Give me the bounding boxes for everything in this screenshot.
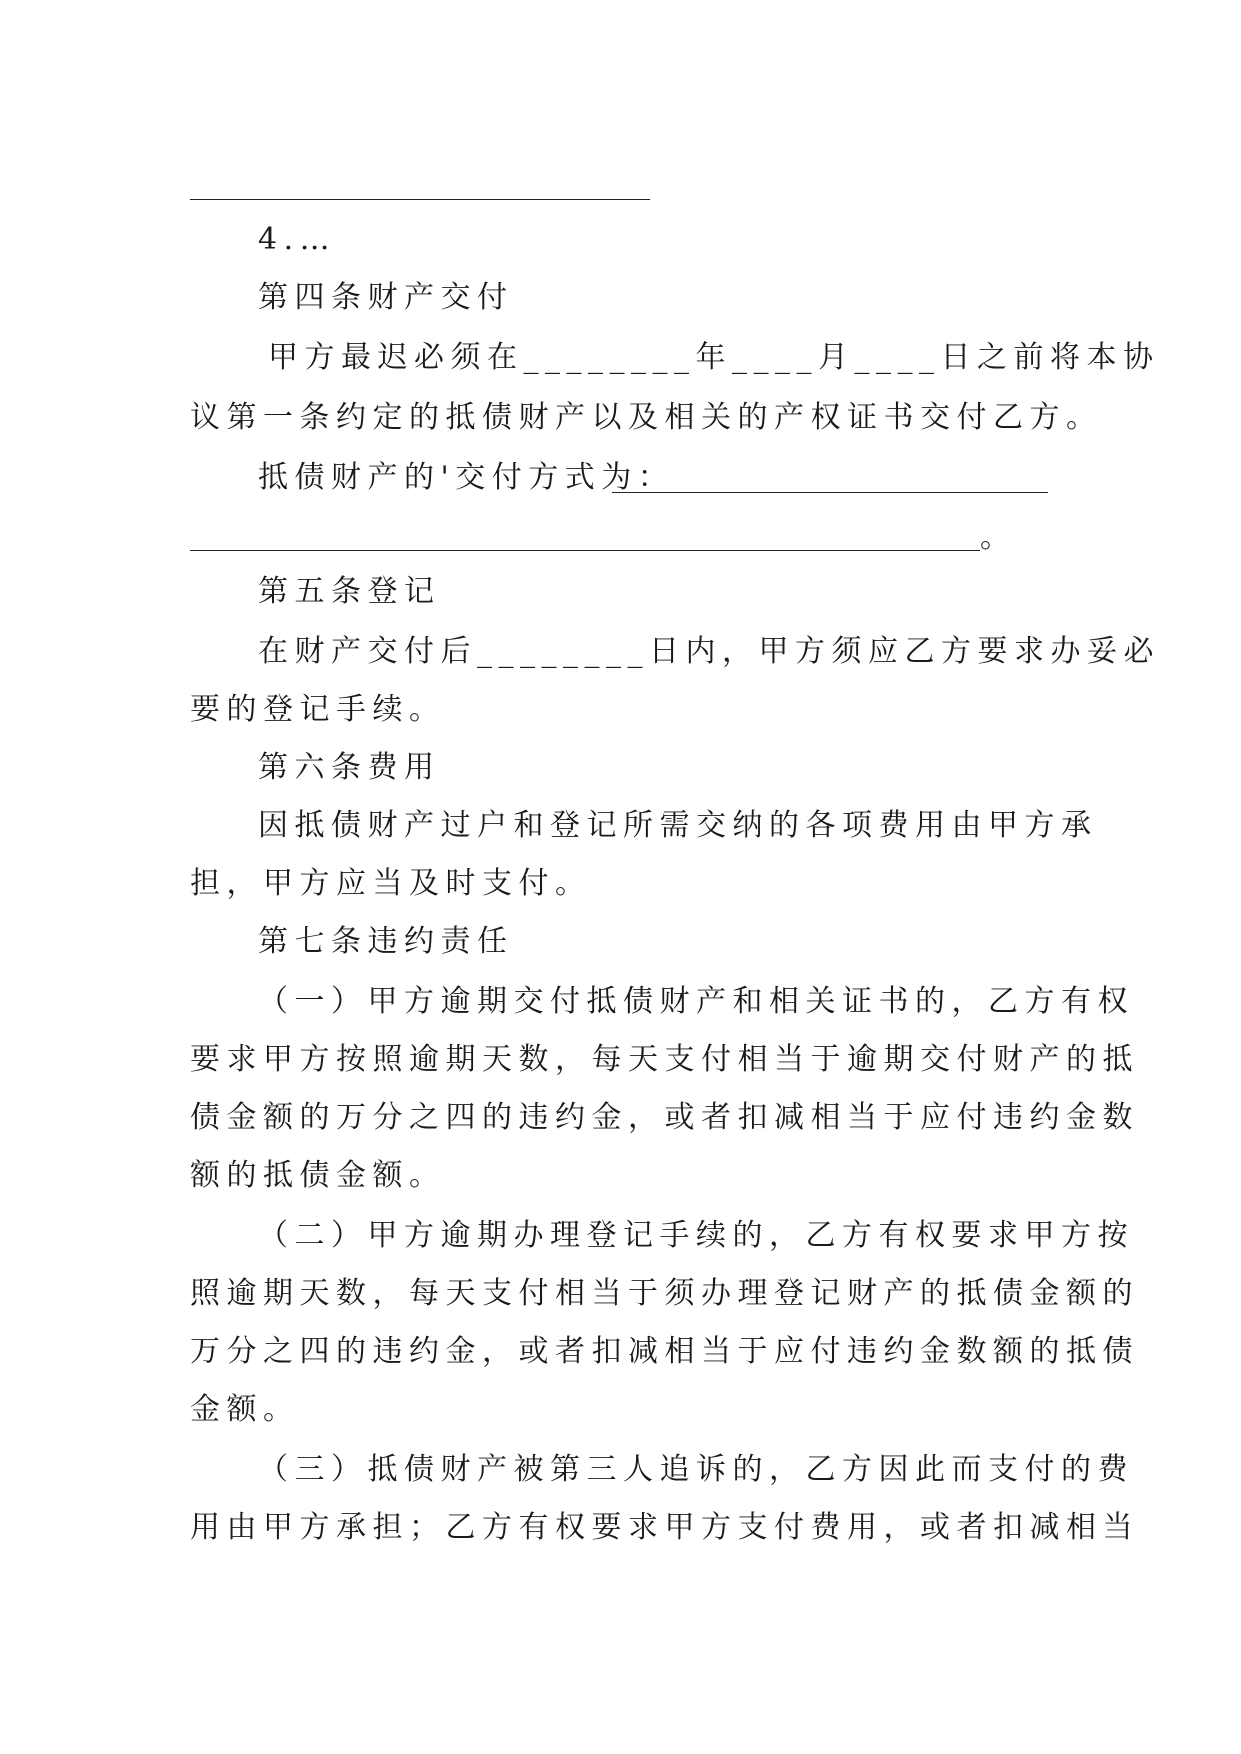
clause-2-line-4: 金额。 <box>190 1392 300 1427</box>
article-4-text-2: 议第一条约定的抵债财产以及相关的产权证书交付乙方。 <box>190 400 1103 435</box>
article-5-heading: 第五条登记 <box>258 574 441 609</box>
clause-1-line-1: （一）甲方逾期交付抵债财产和相关证书的，乙方有权 <box>258 984 1134 1019</box>
article-5-text-2: 要的登记手续。 <box>190 692 446 727</box>
delivery-method-blank <box>612 492 1048 493</box>
article-6-text-2: 担，甲方应当及时支付。 <box>190 866 592 901</box>
article-4-text-1: 甲方最迟必须在________年____月____日之前将本协 <box>268 340 1160 375</box>
clause-1-line-3: 债金额的万分之四的违约金，或者扣减相当于应付违约金数 <box>190 1100 1139 1135</box>
article-5-text-1: 在财产交付后________日内，甲方须应乙方要求办妥必 <box>258 634 1160 669</box>
delivery-method-end: 。 <box>980 520 1017 555</box>
clause-1-line-2: 要求甲方按照逾期天数，每天支付相当于逾期交付财产的抵 <box>190 1042 1139 1077</box>
list-item-4: 4.… <box>258 222 337 257</box>
clause-2-line-2: 照逾期天数，每天支付相当于须办理登记财产的抵债金额的 <box>190 1276 1139 1311</box>
clause-2-line-3: 万分之四的违约金，或者扣减相当于应付违约金数额的抵债 <box>190 1334 1139 1369</box>
clause-3-line-2: 用由甲方承担；乙方有权要求甲方支付费用，或者扣减相当 <box>190 1510 1139 1545</box>
clause-3-line-1: （三）抵债财产被第三人追诉的，乙方因此而支付的费 <box>258 1452 1134 1487</box>
delivery-method-blank-2 <box>190 550 980 551</box>
blank-line-top <box>190 199 650 200</box>
article-4-heading: 第四条财产交付 <box>258 280 514 315</box>
article-6-heading: 第六条费用 <box>258 750 441 785</box>
clause-2-line-1: （二）甲方逾期办理登记手续的，乙方有权要求甲方按 <box>258 1218 1134 1253</box>
article-6-text-1: 因抵债财产过户和登记所需交纳的各项费用由甲方承 <box>258 808 1098 843</box>
delivery-method-label: 抵债财产的'交付方式为： <box>258 460 675 495</box>
clause-1-line-4: 额的抵债金额。 <box>190 1158 446 1193</box>
article-7-heading: 第七条违约责任 <box>258 924 514 959</box>
